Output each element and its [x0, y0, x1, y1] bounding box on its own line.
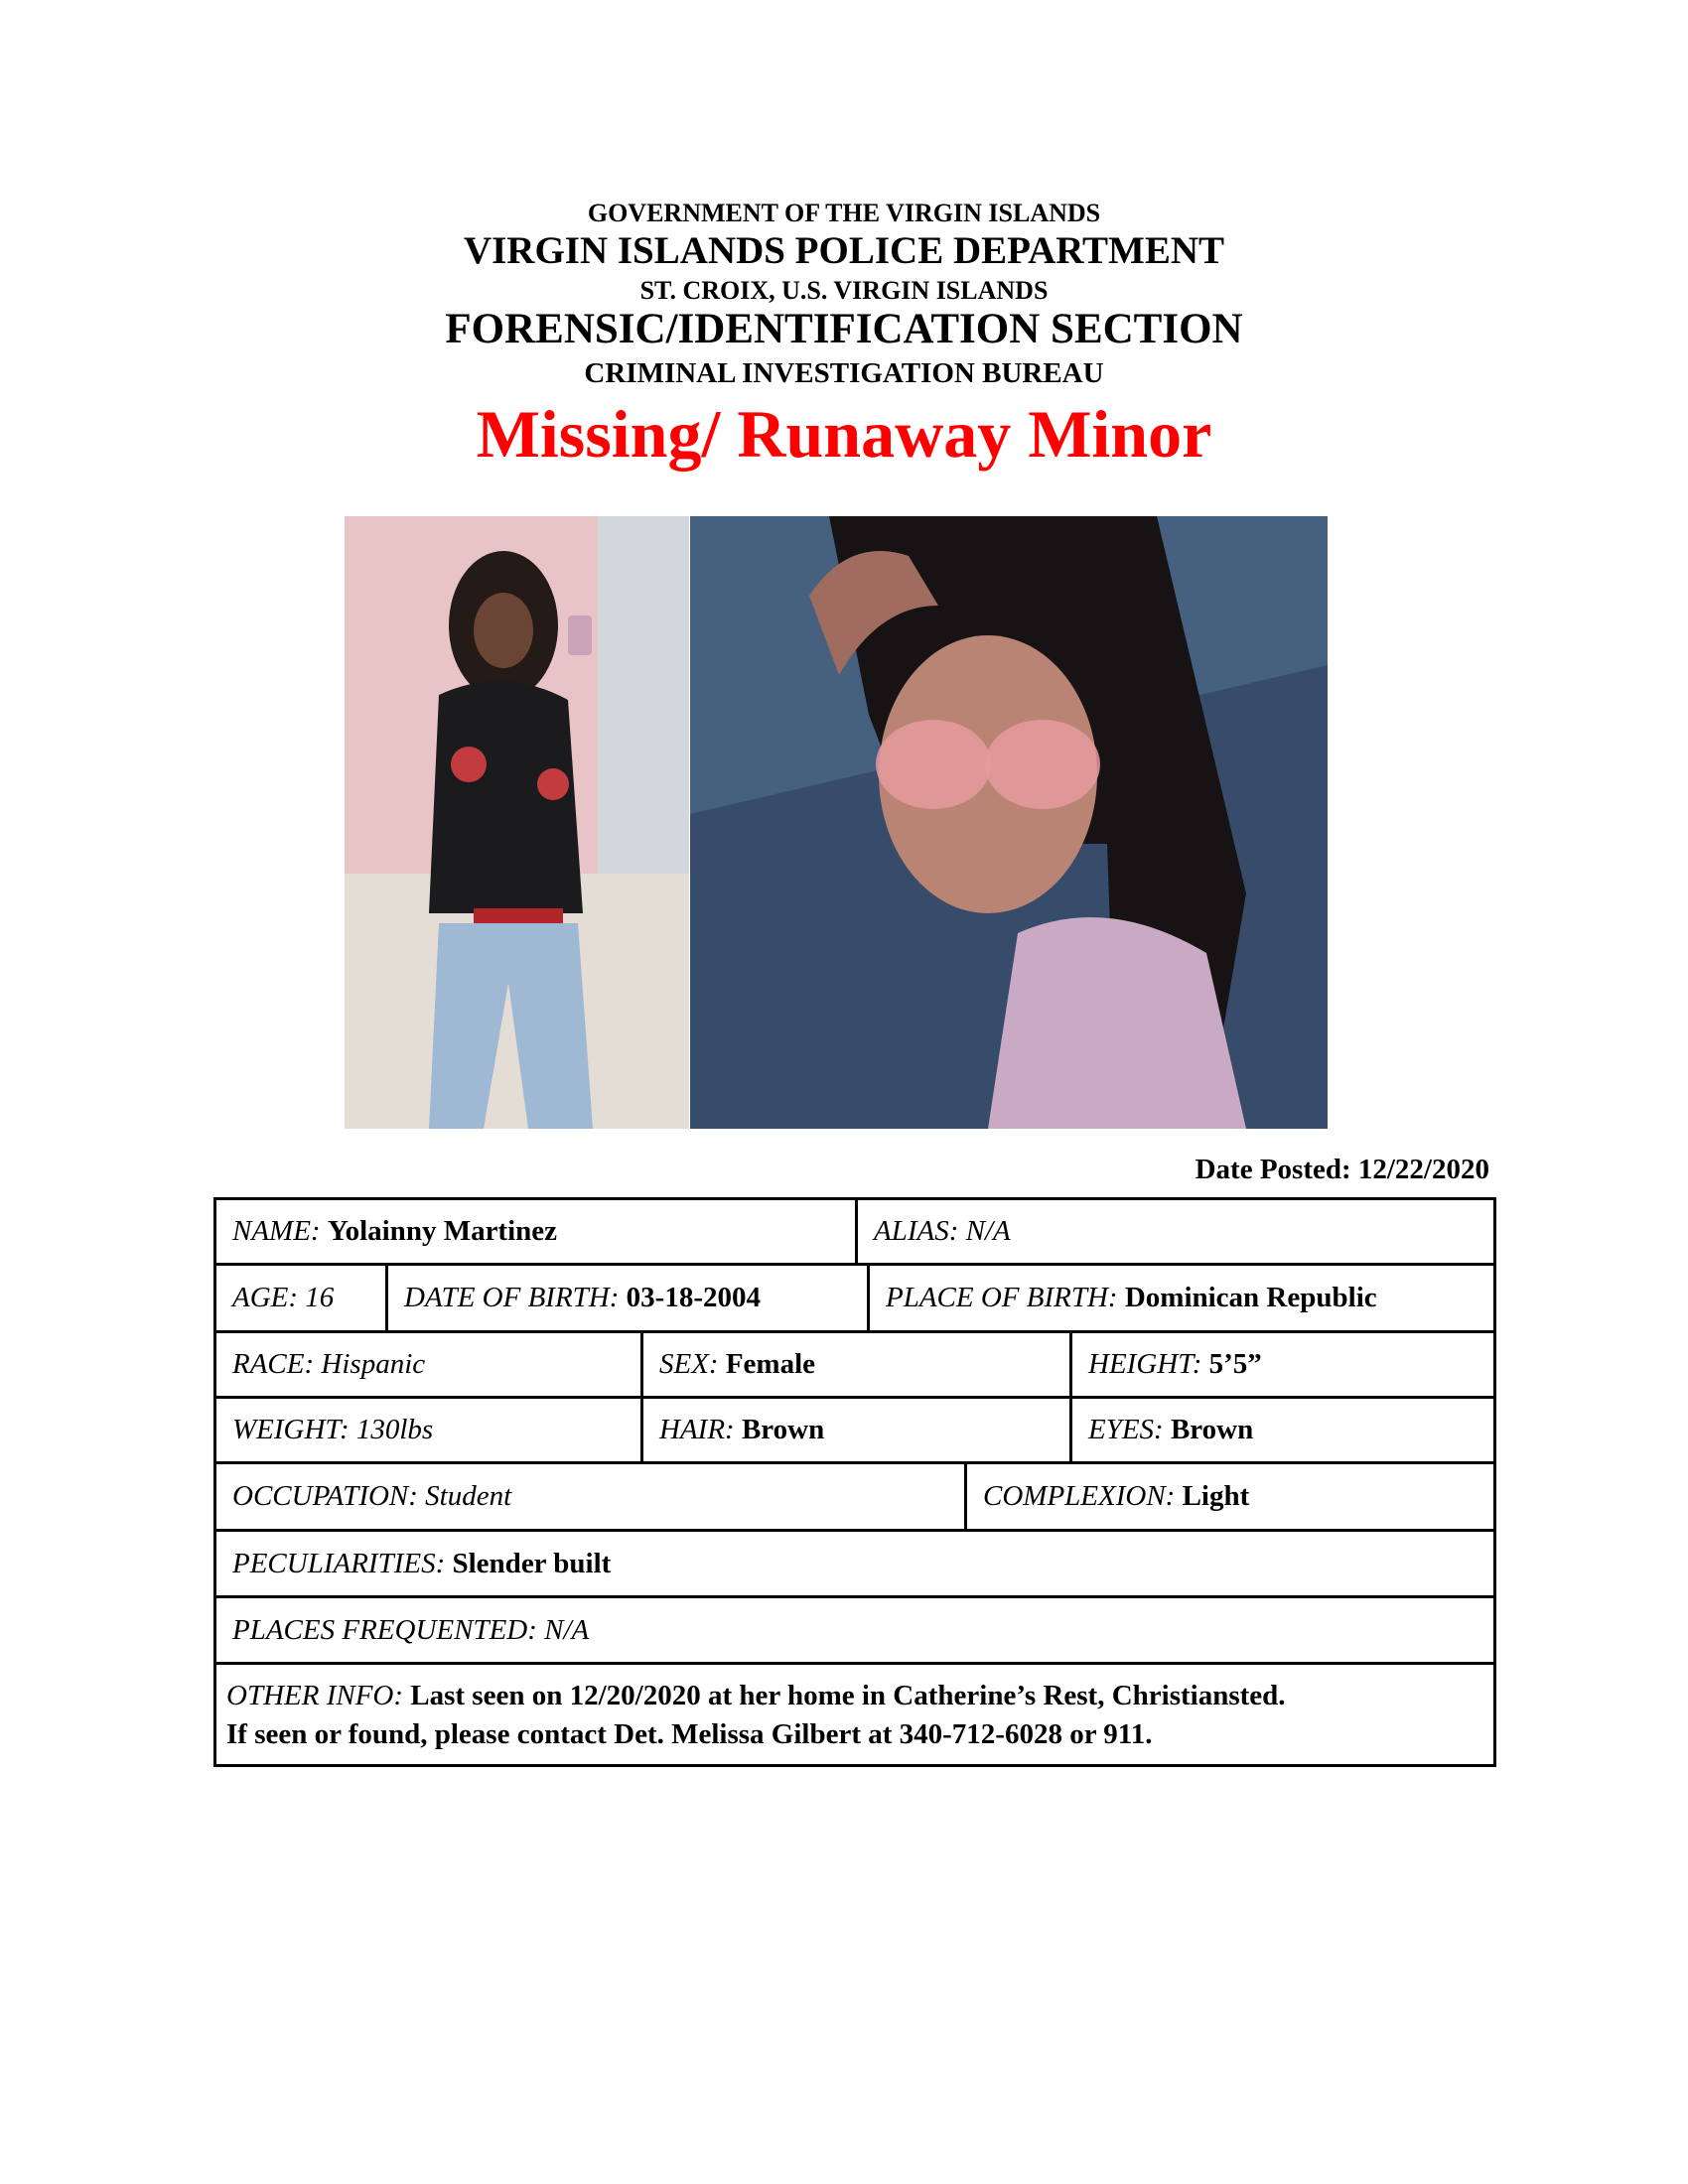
- section-heading: FORENSIC/IDENTIFICATION SECTION: [445, 306, 1243, 352]
- bureau-heading: CRIMINAL INVESTIGATION BUREAU: [584, 357, 1104, 389]
- pob-label: PLACE OF BIRTH:: [886, 1282, 1118, 1313]
- dob-value: 03-18-2004: [626, 1282, 761, 1313]
- complexion-label: COMPLEXION:: [983, 1480, 1176, 1512]
- pob-value: Dominican Republic: [1124, 1282, 1377, 1313]
- row-places-frequented: [216, 1598, 1493, 1665]
- age-label: AGE:: [232, 1282, 299, 1313]
- name-value: Yolainny Martinez: [327, 1215, 558, 1247]
- occupation-cell: [216, 1464, 967, 1529]
- info-table: [213, 1197, 1496, 1767]
- eyes-value: Brown: [1170, 1414, 1254, 1445]
- date-posted: Date Posted: 12/22/2020: [1195, 1154, 1489, 1185]
- weight-value: 130lbs: [355, 1414, 434, 1445]
- height-label: HEIGHT:: [1088, 1348, 1202, 1380]
- dob-label: DATE OF BIRTH:: [404, 1282, 620, 1313]
- sex-value: Female: [725, 1348, 816, 1380]
- race-cell: [216, 1333, 643, 1396]
- eyes-cell: [1072, 1399, 1493, 1461]
- other-info-line-1: [226, 1677, 1286, 1715]
- other-info-text-2: If seen or found, please contact Det. Melissa Gilbert at 340-712-6028 or 911.: [226, 1718, 1153, 1750]
- row-weight-hair-eyes: [216, 1399, 1493, 1464]
- sex-cell: [643, 1333, 1072, 1396]
- peculiarities-value: Slender built: [452, 1547, 612, 1579]
- eyes-label: EYES:: [1088, 1414, 1164, 1445]
- photo-mirror-selfie: [345, 516, 689, 1129]
- places-cell: [216, 1598, 1493, 1662]
- peculiarities-cell: [216, 1532, 1493, 1595]
- sex-label: SEX:: [659, 1348, 719, 1380]
- row-race-sex-height: [216, 1333, 1493, 1399]
- occupation-value: Student: [425, 1480, 512, 1512]
- dob-cell: [388, 1266, 870, 1330]
- row-other-info: [216, 1665, 1493, 1764]
- department-heading: VIRGIN ISLANDS POLICE DEPARTMENT: [463, 229, 1225, 272]
- hair-cell: [643, 1399, 1072, 1461]
- other-info-text-1: Last seen on 12/20/2020 at her home in Catherine’s Rest, Christiansted.: [410, 1680, 1286, 1711]
- weight-cell: [216, 1399, 643, 1461]
- row-occupation-complexion: [216, 1464, 1493, 1532]
- name-cell: [216, 1200, 858, 1263]
- government-heading: GOVERNMENT OF THE VIRGIN ISLANDS: [587, 199, 1101, 227]
- alias-cell: [858, 1200, 1493, 1263]
- pob-cell: [870, 1266, 1493, 1330]
- row-name-alias: [216, 1200, 1493, 1266]
- row-peculiarities: [216, 1532, 1493, 1598]
- photo-closeup-selfie-placeholder: [690, 516, 1328, 1129]
- places-label: PLACES FREQUENTED:: [232, 1613, 537, 1646]
- height-value: 5’5”: [1208, 1348, 1262, 1380]
- location-heading: ST. CROIX, U.S. VIRGIN ISLANDS: [639, 276, 1049, 305]
- other-info-label: OTHER INFO:: [226, 1680, 404, 1711]
- alias-value: N/A: [965, 1215, 1011, 1247]
- row-age-dob-pob: [216, 1266, 1493, 1333]
- peculiarities-label: PECULIARITIES:: [232, 1547, 446, 1579]
- race-value: Hispanic: [321, 1348, 426, 1380]
- name-label: NAME:: [232, 1215, 321, 1247]
- race-label: RACE:: [232, 1348, 315, 1380]
- photo-mirror-selfie-placeholder: [345, 516, 689, 1129]
- other-info: [226, 1677, 1286, 1754]
- alias-label: ALIAS:: [874, 1215, 959, 1247]
- occupation-label: OCCUPATION:: [232, 1480, 418, 1512]
- weight-label: WEIGHT:: [232, 1414, 350, 1445]
- age-cell: [216, 1266, 388, 1330]
- complexion-cell: [967, 1464, 1493, 1529]
- height-cell: [1072, 1333, 1493, 1396]
- complexion-value: Light: [1182, 1480, 1250, 1512]
- age-value: 16: [305, 1282, 335, 1313]
- notice-title: Missing/ Runaway Minor: [476, 396, 1212, 472]
- hair-value: Brown: [741, 1414, 825, 1445]
- other-info-line-2: [226, 1715, 1286, 1754]
- photo-closeup-selfie: [690, 516, 1328, 1129]
- places-value: N/A: [544, 1613, 590, 1646]
- hair-label: HAIR:: [659, 1414, 735, 1445]
